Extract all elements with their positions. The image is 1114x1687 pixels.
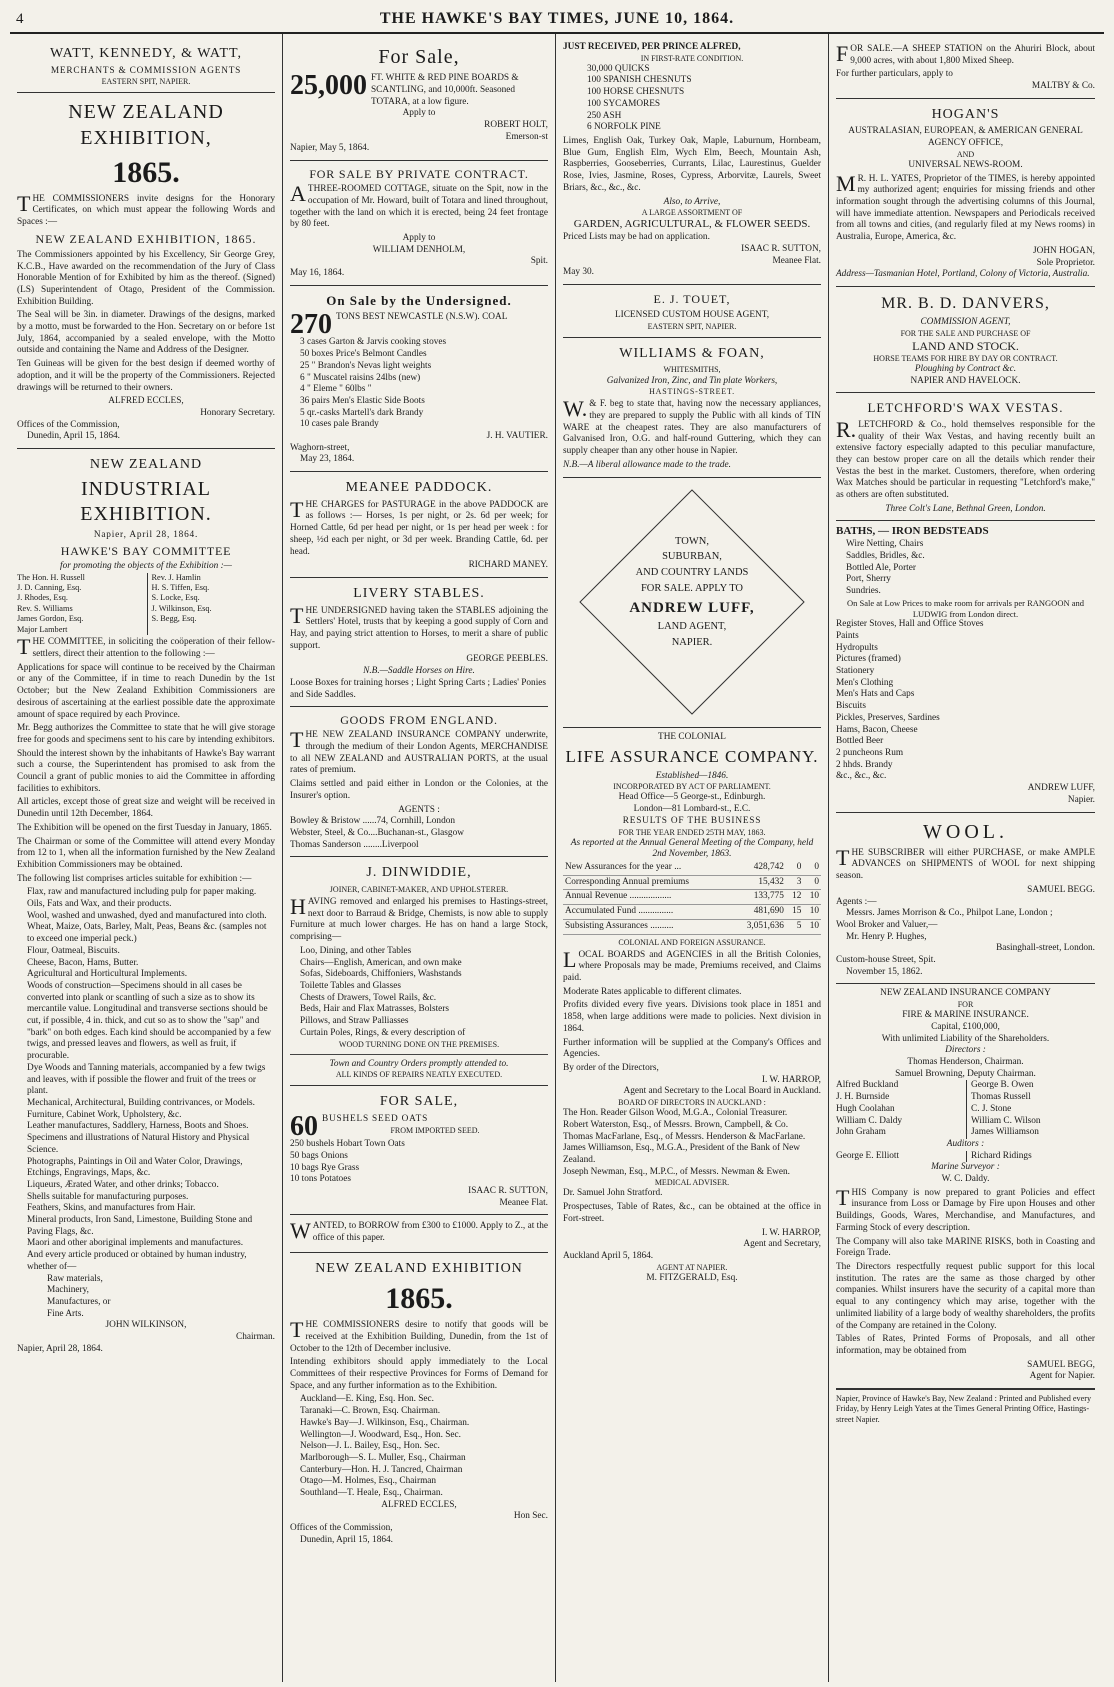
ad-hogans: HOGAN'S AUSTRALASIAN, EUROPEAN, & AMERICAN GENERAL AGENCY OFFICE, AND UNIVERSAL NEWS-ROOM. MR. H. L. YATES, Proprietor of the TIMES, is hereby appointed my authorized agent; enquiries for missing friends and other information sought through the advertising columns of this Journal, will have immediate attention. Newspapers and Periodicals received from all towns and cities, (and regularly filed at my News rooms) in Australia, Europe, America, &c. JOHN HOGAN, Sole Proprietor. Address—Tasmanian Hotel, Portland, Colony of Victoria, Australia. [836, 99, 1095, 287]
ad-title: JUST RECEIVED, PER PRINCE ALFRED, [563, 42, 741, 52]
ad-nz-exhibition-notice: NEW ZEALAND EXHIBITION 1865. THE COMMISSIONERS desire to notify that goods will be received at the Exhibition Building, Dunedin, from the 1st of October to the 12th of December inclusive. Intending exhibitors should apply immediately to the Local Committees of their respective Provinces for Forms of Demand for Space, and any further information as to the Exhibition. Auckland—E. King, Esq. Hon. Sec. Taranaki—C. Brown, Esq. Chairman. Hawke's Bay—J. Wilkinson, Esq., Chairman. Wellington—J. Woodward, Esq., Hon. Sec. Nelson—J. L. Bailey, Esq., Hon. Sec. Marlborough—S. L. Muller, Esq., Chairman Canterbury—Hon. H. J. Tancred, Chairman Otago—M. Holmes, Esq., Chairman Southland—T. Heale, Esq., Chairman. ALFRED ECCLES, Hon Sec. Offices of the Commission, Dunedin, April 15, 1864. [290, 1260, 548, 1545]
ad-title: NEW ZEALAND EXHIBITION, [68, 101, 224, 149]
ad-danvers: MR. B. D. DANVERS, COMMISSION AGENT, FOR THE SALE AND PURCHASE OF LAND AND STOCK. HORSE TEAMS FOR HIRE BY DAY OR CONTRACT. Ploughing by Contract &c. NAPIER AND HAVELOCK. [836, 287, 1095, 394]
ad-letchford-vestas: LETCHFORD'S WAX VESTAS. R.LETCHFORD & Co., hold themselves responsible for the quality of their Wax Vestas, and having recently built an extensive factory especially adapted to this peculiar manufacture, they can bestow proper care on all the details which render their Vestas the best in the market. Customers, therefore, when ordering Wax Matches should be particular in requesting "Letchford's make," as others are often substituted. Three Colt's Lane, Bethnal Green, London. [836, 393, 1095, 521]
column-1 [10, 34, 283, 1682]
ad-touet: E. J. TOUET, LICENSED CUSTOM HOUSE AGENT, EASTERN SPIT, NAPIER. [563, 285, 821, 338]
ad-title: MEANEE PADDOCK. [345, 480, 493, 496]
ad-title: ANDREW LUFF, [629, 599, 755, 616]
ad-private-contract: FOR SALE BY PRIVATE CONTRACT. ATHREE-ROOMED COTTAGE, situate on the Spit, now in the occupation of Mr. Howard, built of Totara and lined throughout, together with the land on which it is erected, being 24 feet frontage by 80 feet. Apply to WILLIAM DENHOLM, Spit. May 16, 1864. [290, 161, 548, 286]
ad-title: FOR SALE, [379, 1094, 459, 1110]
ad-title: For Sale, [378, 46, 460, 68]
ad-title: WATT, KENNEDY, & WATT, [49, 46, 243, 61]
ad-andrew-luff-lands [563, 478, 821, 728]
column-4 [829, 34, 1102, 1682]
newspaper-page [10, 0, 1104, 1682]
ad-title: LETCHFORD'S WAX VESTAS. [867, 400, 1064, 416]
columns [10, 34, 1104, 1682]
results-table [563, 861, 821, 935]
ad-title: MR. B. D. DANVERS, [881, 294, 1050, 312]
ad-watt-kennedy: WATT, KENNEDY, & WATT, MERCHANTS & COMMISSION AGENTS EASTERN SPIT, NAPIER. [17, 38, 275, 93]
ad-title: J. DINWIDDIE, [366, 865, 472, 881]
table-row: Annual Revenue .................. 133,775 12 10 [563, 890, 821, 905]
ad-title: HOGAN'S [931, 106, 1000, 122]
newspaper-title: THE HAWKE'S BAY TIMES, JUNE 10, 1864. [379, 10, 735, 27]
exhibit-list: Flax, raw and manufactured including pulp for paper making. Oils, Fats and Wax, and their products. Wool, washed and unwashed, dyed and manufactured into cloth. Wheat, Maize, Oats, Barley, Malt, Peas, Beans &c. (samples not to exceed one imperial peck.) Flour, Oatmeal, Biscuits. Cheese, Bacon, Hams, Butter. Agricultural and Horticultural Implements. Woods of construction—Specimens should in all cases be converted into plank or scantling of such a size as to show its mercantile value. Longitudinal and transverse sections should be cut, if possible, 4 in. thick, and cut so as to show the "sap" and "bark" on both edges. Each kind should be accompanied by a few twigs, and pressed leaves and flowers, as well as fruit, if procurable. Dye Woods and Tanning materials, accompanied by a few twigs and leaves, with if possible the flower and fruit of the trees or plant. Mechanical, Architectural, Building contrivances, or Models. Furniture, Cabinet Work, Upholstery, &c. Leather manufactures, Saddlery, Harness, Boots and Shoes. Specimens and illustrations of Natural History and Physical Science. Photographs, Paintings in Oil and Water Color, Drawings, Etchings, Engravings, Maps, &c. Liqueurs, Ærated Water, and other drinks; Tobacco. Shells suitable for manufacturing purposes. Feathers, Skins, and manufactures from Hair. Mineral products, Iron Sand, Limestone, Building Stone and Paving Flags, &c. Maori and other aboriginal implements and manufactures. And every article produced or obtained by human industry, whether of— [27, 887, 272, 1272]
ad-title: INDUSTRIAL EXHIBITION. [80, 477, 212, 525]
ad-industrial-exhibition: NEW ZEALAND INDUSTRIAL EXHIBITION. Napier, April 28, 1864. HAWKE'S BAY COMMITTEE for promoting the objects of the Exhibition :— The Hon. H. Russell J. D. Canning, Esq. J. Rhodes, Esq. Rev. S. Williams James Gordon, Esq. Major Lambert Rev. J. Hamlin H. S. Tiffen, Esq. S. Locke, Esq. J. Wilkinson, Esq. S. Begg, Esq. THE COMMITTEE, in soliciting the coöperation of their fellow-settlers, direct their attention to the following :— Applications for space will continue to be received by the Chairman or any of the Committee, if in time to reach Dunedin by the 1st October; but the New Zealand Exhibition Commissioners are desirous of ascertaining at the earliest possible date the approximate amount of space required by each Province. Mr. Begg authorizes the Committee to state that he will give storage free for goods and specimens sent to his care by intending exhibitors. Should the interest shown by the inhabitants of Hawke's Bay warrant such a course, the Superintendent has promised to ask from the Council a grant of public monies to aid the Committee in affording facilities to exhibitors. All articles, except those of great size and weight will be received in Dunedin until 12th December, 1864. The Exhibition will be opened on the first Tuesday in January, 1865. The Chairman or some of the Committee will attend every Monday from 12 to 1, when all the information furnished by the New Zealand Exhibition Commissioners may be obtained. The following list comprises articles suitable for exhibition :— Flax, raw and manufactured including pulp for paper making. Oils, Fats and Wax, and their products. Wool, washed and unwashed, dyed and manufactured into cloth. Wheat, Maize, Oats, Barley, Malt, Peas, Beans &c. (samples not to exceed one imperial peck.) Flour, Oatmeal, Biscuits. Cheese, Bacon, Hams, Butter. Agricultural and Horticultural Implements. Woods of construction—Specimens should in all cases be converted into plank or scantling of such a size as to show its mercantile value. Longitudinal and transverse sections should be cut, if possible, 4 in. thick, and cut so as to show the "sap" and "bark" on both edges. Each kind should be accompanied by a few twigs, and pressed leaves and flowers, as well as fruit, if procurable. Dye Woods and Tanning materials, accompanied by a few twigs and leaves, with if possible the flower and fruit of the trees or plant. Mechanical, Architectural, Building contrivances, or Models. Furniture, Cabinet Work, Upholstery, &c. Leather manufactures, Saddlery, Harness, Boots and Shoes. Specimens and illustrations of Natural History and Physical Science. Photographs, Paintings in Oil and Water Color, Drawings, Etchings, Engravings, Maps, &c. Liqueurs, Ærated Water, and other drinks; Tobacco. Shells suitable for manufacturing purposes. Feathers, Skins, and manufactures from Hair. Mineral products, Iron Sand, Limestone, Building Stone and Paving Flags, &c. Maori and other aboriginal implements and manufactures. And every article produced or obtained by human industry, whether of— Raw materials, Machinery, Manufactures, or Fine Arts. JOHN WILKINSON, Chairman. Napier, April 28, 1864. [17, 457, 275, 1354]
ad-williams-foan: WILLIAMS & FOAN, WHITESMITHS, Galvanized Iron, Zinc, and Tin plate Workers, HASTINGS-STREET. W.& F. beg to state that, having now the necessary appliances, they are prepared to supply the Public with all kinds of TIN WARE at the cheapest rates. They are also manufacturers of Galvanised Iron, O.G. and half-round Guttering, which they can supply cheaper than any other house in Napier. N.B.—A liberal allowance made to the trade. [563, 338, 821, 478]
ad-nz-insurance: NEW ZEALAND INSURANCE COMPANY FOR FIRE & MARINE INSURANCE. Capital, £100,000, With unlimited Liability of the Shareholders. Directors : Thomas Henderson, Chairman. Samuel Browning, Deputy Chairman. Alfred Buckland J. H. Burnside Hugh Coolahan William C. Daldy John Graham George B. Owen Thomas Russell C. J. Stone William C. Wilson James Williamson Auditors : George E. Elliott Richard Ridings Marine Surveyor : W. C. Daldy. THIS Company is now prepared to grant Policies and effect insurance from Loss or Damage by Fire upon Houses and other Buildings, Goods, Wares, Merchandise, and Manufactures, and Farming Stock of every description. The Company will also take MARINE RISKS, both in Coasting and Foreign Trade. The Directors respectfully request public support for this local institution. The rates are the same as those charged by other companies. Whilst insurers have the security of a capital more than equal to any contingency which may arise, together with the unlimited liability of a large body of wealthy shareholders, the profits of the Company are retained in the Colony. Tables of Rates, Printed Forms of Proposals, and all other information, may be obtained from SAMUEL BEGG, Agent for Napier. [836, 984, 1095, 1389]
table-row: Accumulated Fund ............... 481,690 15 10 [563, 905, 821, 920]
ad-goods-from-england: GOODS FROM ENGLAND. THE NEW ZEALAND INSURANCE COMPANY underwrite, through the medium of their London Agents, MERCHANDISE to all NEW ZEALAND and AUSTRALIAN PORTS, at the usual rates of premium. Claims settled and paid either in London or the Colonies, at the Insurer's option. AGENTS : Bowley & Bristow ......74, Cornhill, London Webster, Steel, & Co....Buchanan-st., Glasgow Thomas Sanderson ........Liverpool [290, 707, 548, 857]
ad-title: BATHS, — IRON BEDSTEADS [836, 525, 989, 538]
table-row: New Assurances for the year ... 428,742 0 0 [563, 861, 821, 875]
ad-for-sale-timber: For Sale, 25,000 FT. WHITE & RED PINE BOARDS & SCANTLING, and 10,000ft. Seasoned TOTARA, at a low figure. Apply to ROBERT HOLT, Emerson-st Napier, May 5, 1864. [290, 38, 548, 161]
ad-livery-stables: LIVERY STABLES. THE UNDERSIGNED having taken the STABLES adjoining the Settlers' Hotel, trusts that by keeping a good supply of Corn and Hay, and paying strict attention to Horses, to merit a share of public support. GEORGE PEEBLES. N.B.—Saddle Horses on Hire. Loose Boxes for training horses ; Light Spring Carts ; Ladies' Ponies and Side Saddles. [290, 578, 548, 707]
ad-colonial-life: THE COLONIAL LIFE ASSURANCE COMPANY. Established—1846. INCORPORATED BY ACT OF PARLIAMENT. Head Office—5 George-st., Edinburgh. London—81 Lombard-st., E.C. RESULTS OF THE BUSINESS FOR THE YEAR ENDED 25TH MAY, 1863. As reported at the Annual General Meeting of the Company, held 2nd November, 1863. New Assurances for the year ... 428,742 0 0 Corresponding Annual premiums 15,432 3 0 Annual Revenue .................. 133,775 12 10 Accumulated Fund ............... 481,690 15 10 Subsisting Assurances .......... 3,051,636 5 10 COLONIAL AND FOREIGN ASSURANCE. LOCAL BOARDS and AGENCIES in all the British Colonies, where Proposals may be made, Premiums received, and Claims paid. Moderate Rates applicable to different climates. Profits divided every five years. Divisions took place in 1851 and 1858, when large additions were made to policies. Next division in 1864. Further information will be supplied at the Company's Offices and Agencies. By order of the Directors, I. W. HARROP, Agent and Secretary to the Local Board in Auckland. BOARD OF DIRECTORS IN AUCKLAND : The Hon. Reader Gilson Wood, M.G.A., Colonial Treasurer. Robert Waterston, Esq., of Messrs. Brown, Campbell, & Co. Thomas MacFarlane, Esq., of Messrs. Henderson & MacFarlane. James Williamson, Esq., M.G.A., President of the Bank of New Zealand. Joseph Newman, Esq., M.P.C., of Messrs. Newman & Ewen. MEDICAL ADVISER. Dr. Samuel John Stratford. Prospectuses, Table of Rates, &c., can be obtained at the office in Fort-street. I. W. HARROP, Agent and Secretary, Auckland April 5, 1864. AGENT AT NAPIER. M. FITZGERALD, Esq. [563, 731, 821, 1283]
ad-wool: WOOL. THE SUBSCRIBER will either PURCHASE, or make AMPLE ADVANCES on SHIPMENTS of WOOL for next shipping season. SAMUEL BEGG. Agents :— Messrs. James Morrison & Co., Philpot Lane, London ; Wool Broker and Valuer,— Mr. Henry P. Hughes, Basinghall-street, London. Custom-house Street, Spit. November 15, 1862. [836, 813, 1095, 985]
column-2 [283, 34, 556, 1682]
ad-just-received: JUST RECEIVED, PER PRINCE ALFRED, IN FIRST-RATE CONDITION. 30,000 QUICKS 100 SPANISH CHESNUTS 100 HORSE CHESNUTS 100 SYCAMORES 250 ASH 6 NORFOLK PINE Limes, English Oak, Turkey Oak, Maple, Laburnum, Hornbeam, Blue Gum, English Elm, Wych Elm, Beech, Mountain Ash, Raspberries, Gooseberries, Currants, Lilac, Laurestinus, Guelder Rose, Ivies, Jasmine, Roses, Cypress, Arborvitæ, Laurels, Sweet Briars, &c., &c., &c. Also, to Arrive, A LARGE ASSORTMENT OF GARDEN, AGRICULTURAL, & FLOWER SEEDS. Priced Lists may be had on application. ISAAC R. SUTTON, Meanee Flat. May 30. [563, 38, 821, 285]
imprint: Napier, Province of Hawke's Bay, New Zealand : Printed and Published every Friday, by Henry Leigh Yates at the Times General Printing Office, Hastings-street Napier. [836, 1389, 1095, 1425]
committee-members: The Hon. H. Russell J. D. Canning, Esq. J. Rhodes, Esq. Rev. S. Williams James Gordon, Esq. Major Lambert Rev. J. Hamlin H. S. Tiffen, Esq. S. Locke, Esq. J. Wilkinson, Esq. S. Begg, Esq. [17, 573, 275, 636]
table-row: Corresponding Annual premiums 15,432 3 0 [563, 875, 821, 890]
ad-title: On Sale by the Undersigned. [326, 292, 512, 308]
ad-title: WILLIAMS & FOAN, [619, 345, 765, 361]
table-row: Subsisting Assurances .......... 3,051,636 5 10 [563, 919, 821, 934]
ad-nz-exhibition: NEW ZEALAND EXHIBITION, 1865. THE COMMISSIONERS invite designs for the Honorary Certificates, on which must appear the following Words and Spaces :— NEW ZEALAND EXHIBITION, 1865. The Commissioners appointed by his Excellency, Sir George Grey, K.C.B., Have awarded on the recommendation of the Jury of Class Honorable Mention of for Exhibited by him as the thereof. (Signed) (LS) Superintendent of Otago, President of the Commission. Exhibition Building. The Seal will be 3in. in diameter. Drawings of the designs, marked by a motto, must be forwarded to the Hon. Secretary on or before 1st July, 1864, accompanied by a sealed envelope, with the Motto outside and containing the Name and Address of the Designer. Ten Guineas will be given for the best design if deemed worthy of adoption, and it will be the property of the Commissioners. Rejected drawings will be returned to their owners. ALFRED ECCLES, Honorary Secretary. Offices of the Commission, Dunedin, April 15, 1864. [17, 93, 275, 449]
ad-title: LIFE ASSURANCE COMPANY. [565, 747, 819, 767]
ad-title: LIVERY STABLES. [353, 585, 485, 601]
ad-title: FOR SALE BY PRIVATE CONTRACT. [309, 167, 529, 182]
ad-title: WOOL. [923, 820, 1008, 843]
ad-title: NEW ZEALAND INSURANCE COMPANY [880, 988, 1051, 999]
ad-title: GOODS FROM ENGLAND. [340, 713, 498, 728]
column-3 [556, 34, 829, 1682]
ad-baths-bedsteads: BATHS, — IRON BEDSTEADS Wire Netting, Chairs Saddles, Bridles, &c. Bottled Ale, Porter Port, Sherry Sundries. On Sale at Low Prices to make room for arrivals per RANGOON and LUDWIG from London direct. Register Stoves, Hall and Office Stoves Paints Hydropults Pictures (framed) Stationery Men's Clothing Men's Hats and Caps Biscuits Pickles, Preserves, Sardines Hams, Bacon, Cheese Bottled Beer 2 puncheons Rum 2 hhds. Brandy &c., &c., &c. ANDREW LUFF, Napier. [836, 521, 1095, 812]
ad-title: NEW ZEALAND EXHIBITION [315, 1260, 523, 1276]
ad-seed-oats: FOR SALE, 60 BUSHELS SEED OATS FROM IMPORTED SEED. 250 bushels Hobart Town Oats 50 bags Onions 10 bags Rye Grass 10 tons Potatoes ISAAC R. SUTTON, Meanee Flat. [290, 1086, 548, 1215]
ad-sheep-station: FOR SALE.—A SHEEP STATION on the Ahuriri Block, about 9,000 acres, with about 1,800 Mixed Sheep. For further particulars, apply to MALTBY & Co. [836, 38, 1095, 99]
page-number: 4 [16, 11, 24, 27]
ad-title: E. J. TOUET, [653, 291, 731, 306]
ad-dinwiddie: J. DINWIDDIE, JOINER, CABINET-MAKER, AND UPHOLSTERER. HAVING removed and enlarged his premises to Hastings-street, next door to Barraud & Bridge, Chemists, is now able to supply Furniture at much lower charges. He has on hand a large Stock, comprising— Loo, Dining, and other Tables Chairs—English, American, and own make Sofas, Sideboards, Chiffoniers, Washstands Toilette Tables and Glasses Chests of Drawers, Towel Rails, &c. Beds, Hair and Flax Matrasses, Bolsters Pillows, and Straw Palliasses Curtain Poles, Rings, & every description of WOOD TURNING DONE ON THE PREMISES. Town and Country Orders promptly attended to. ALL KINDS OF REPAIRS NEATLY EXECUTED. [290, 857, 548, 1086]
masthead [10, 6, 1104, 34]
ad-on-sale-undersigned: On Sale by the Undersigned. 270 TONS BEST NEWCASTLE (N.S.W). COAL 3 cases Garton & Jarvis cooking stoves 50 boxes Price's Belmont Candles 25 " Brandon's Nevas light weights 6 " Muscatel raisins 24lbs (new) 4 " Eleme " 60lbs " 36 pairs Men's Elastic Side Boots 5 qr.-casks Martell's dark Brandy 10 cases pale Brandy J. H. VAUTIER. Waghorn-street, May 23, 1864. [290, 286, 548, 472]
ad-wanted-borrow: WANTED, to BORROW from £300 to £1000. Apply to Z., at the office of this paper. [290, 1215, 548, 1252]
diamond-frame: TOWN, SUBURBAN, AND COUNTRY LANDS FOR SALE. APPLY TO ANDREW LUFF, LAND AGENT, NAPIER. [578, 488, 806, 716]
ad-meanee-paddock: MEANEE PADDOCK. THE CHARGES for PASTURAGE in the above PADDOCK are as follows :— Horses, 1s per night, or 2s. 6d per week; for Horned Cattle, 6d per head per night, or 1s per head per week : for sheep, ½d each per night, or 3d per week. Branding Cattle, 6d. per head. RICHARD MANEY. [290, 472, 548, 578]
